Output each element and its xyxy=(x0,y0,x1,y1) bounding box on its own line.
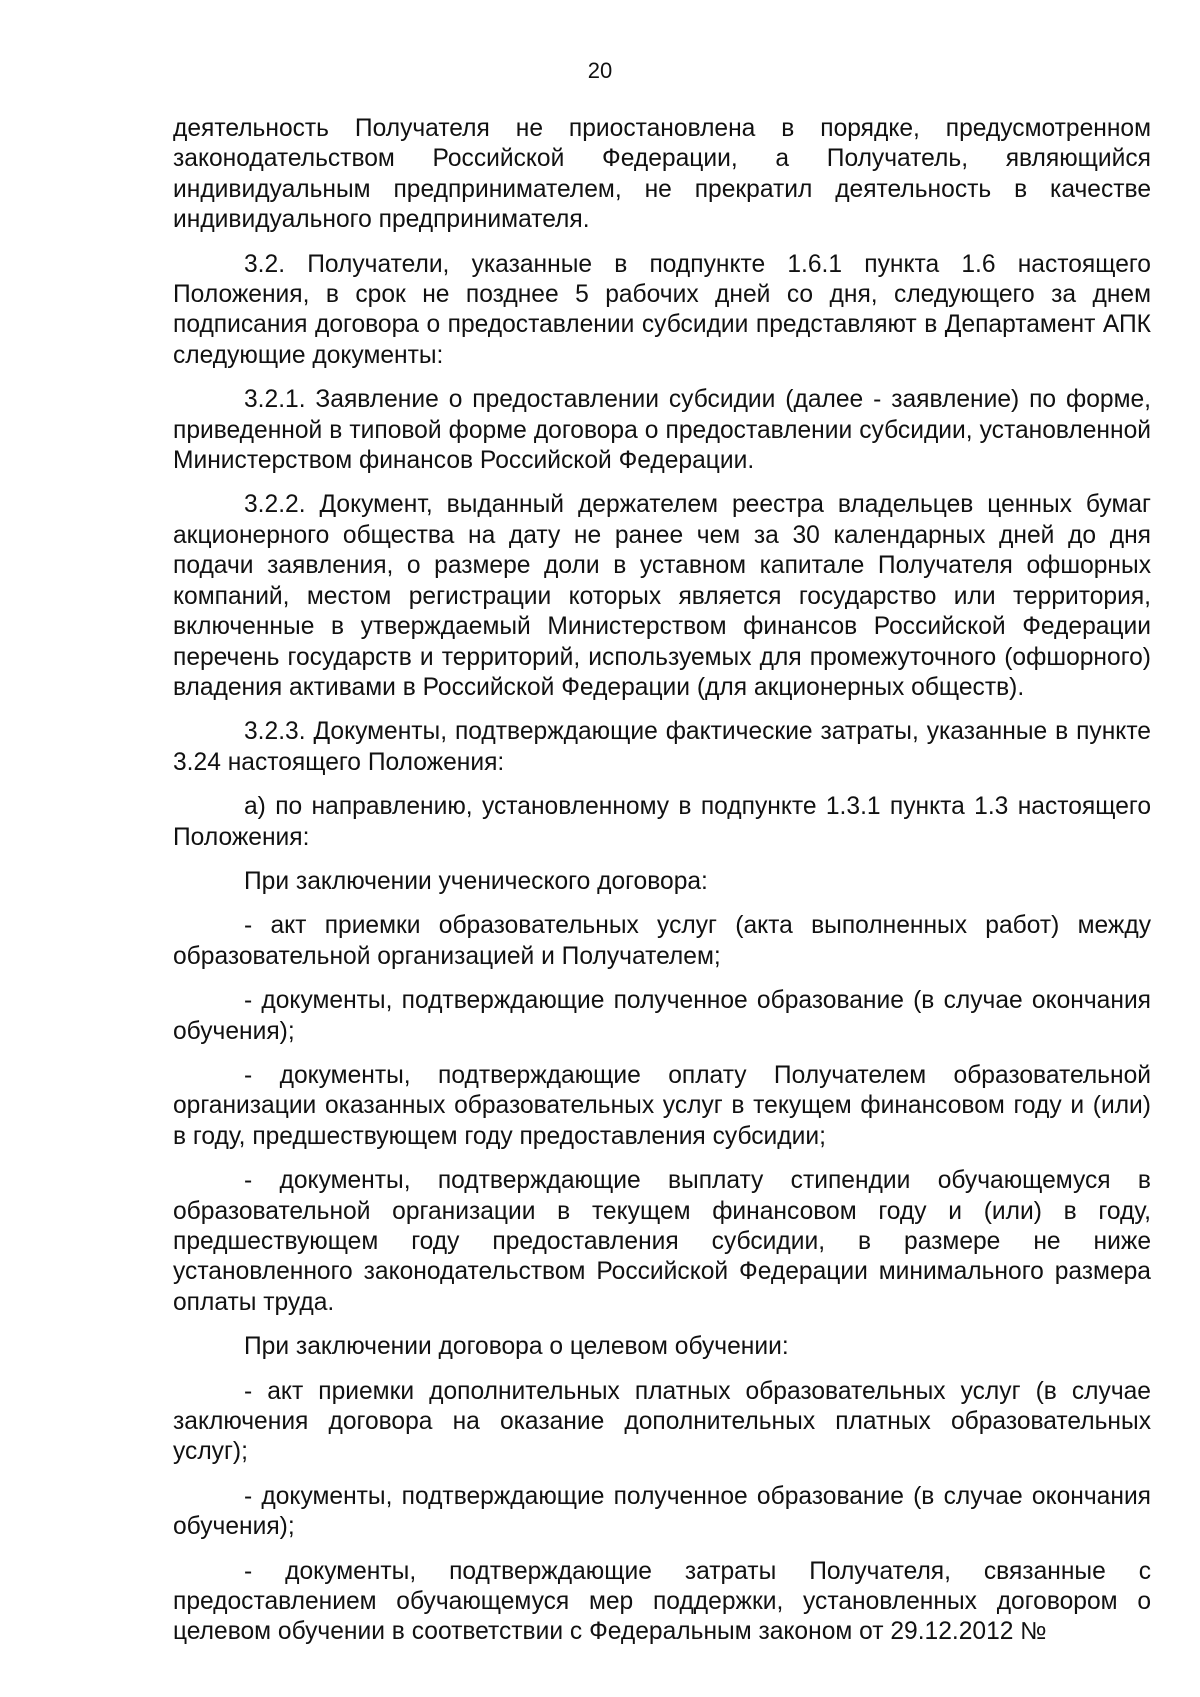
paragraph-3-2-1: 3.2.1. Заявление о предоставлении субсидии (далее - заявление) по форме, приведенной в типовой форме договора о предоставлении субсидии, установленной Министерством финансов Российской Федерации. xyxy=(173,386,1151,475)
list-item-payment-documents: - документы, подтверждающие оплату Получателем образовательной организации оказанных образовательных услуг в текущем финансовом году и (или) в году, предшествующем году предоставления субсидии; xyxy=(173,1061,1151,1150)
paragraph-student-contract-heading: При заключении ученического договора: xyxy=(244,867,708,895)
paragraph-target-training-heading: При заключении договора о целевом обучении: xyxy=(244,1333,789,1361)
paragraph-3-2-3: 3.2.3. Документы, подтверждающие фактические затраты, указанные в пункте 3.24 настоящего Положения: xyxy=(173,718,1151,776)
list-item-acceptance-act: - акт приемки образовательных услуг (акта выполненных работ) между образовательной организацией и Получателем; xyxy=(173,912,1151,970)
paragraph-continuation: деятельность Получателя не приостановлена в порядке, предусмотренном законодательством Российской Федерации, а Получатель, являющийся индивидуальным предпринимателем, не прекратил деятельность в качестве индивидуального предпринимателя. xyxy=(173,115,1151,234)
page-number: 20 xyxy=(587,58,613,83)
paragraph-item-a: а) по направлению, установленному в подпункте 1.3.1 пункта 1.3 настоящего Положения: xyxy=(173,793,1151,851)
list-item-support-costs-documents: - документы, подтверждающие затраты Получателя, связанные с предоставлением обучающемуся мер поддержки, установленных договором о целевом обучении в соответствии с Федеральным законом от 29.12.2012 № xyxy=(173,1557,1151,1646)
paragraph-3-2: 3.2. Получатели, указанные в подпункте 1.6.1 пункта 1.6 настоящего Положения, в срок не позднее 5 рабочих дней со дня, следующего за днем подписания договора о предоставлении субсидии представляют в Департамент АПК следующие документы: xyxy=(173,250,1151,369)
list-item-education-documents-2: - документы, подтверждающие полученное образование (в случае окончания обучения); xyxy=(173,1482,1151,1541)
list-item-education-documents: - документы, подтверждающие полученное образование (в случае окончания обучения); xyxy=(173,987,1151,1045)
paragraph-3-2-2: 3.2.2. Документ, выданный держателем реестра владельцев ценных бумаг акционерного общества на дату не ранее чем за 30 календарных дней до дня подачи заявления, о размере доли в уставном капитале Получателя офшорных компаний, местом регистрации которых является государство или территория, включенные в утверждаемый Министерством финансов Российской Федерации перечень государств и территорий, используемых для промежуточного (офшорного) владения активами в Российской Федерации (для акционерных обществ). xyxy=(173,491,1151,701)
document-body xyxy=(173,114,1151,1662)
list-item-stipend-documents: - документы, подтверждающие выплату стипендии обучающемуся в образовательной организации в текущем финансовом году и (или) в году, предшествующем году предоставления субсидии, в размере не ниже установленного законодательством Российской Федерации минимального размера оплаты труда. xyxy=(173,1167,1151,1316)
list-item-additional-services-act: - акт приемки дополнительных платных образовательных услуг (в случае заключения договора на оказание дополнительных платных образовательных услуг); xyxy=(173,1377,1151,1466)
